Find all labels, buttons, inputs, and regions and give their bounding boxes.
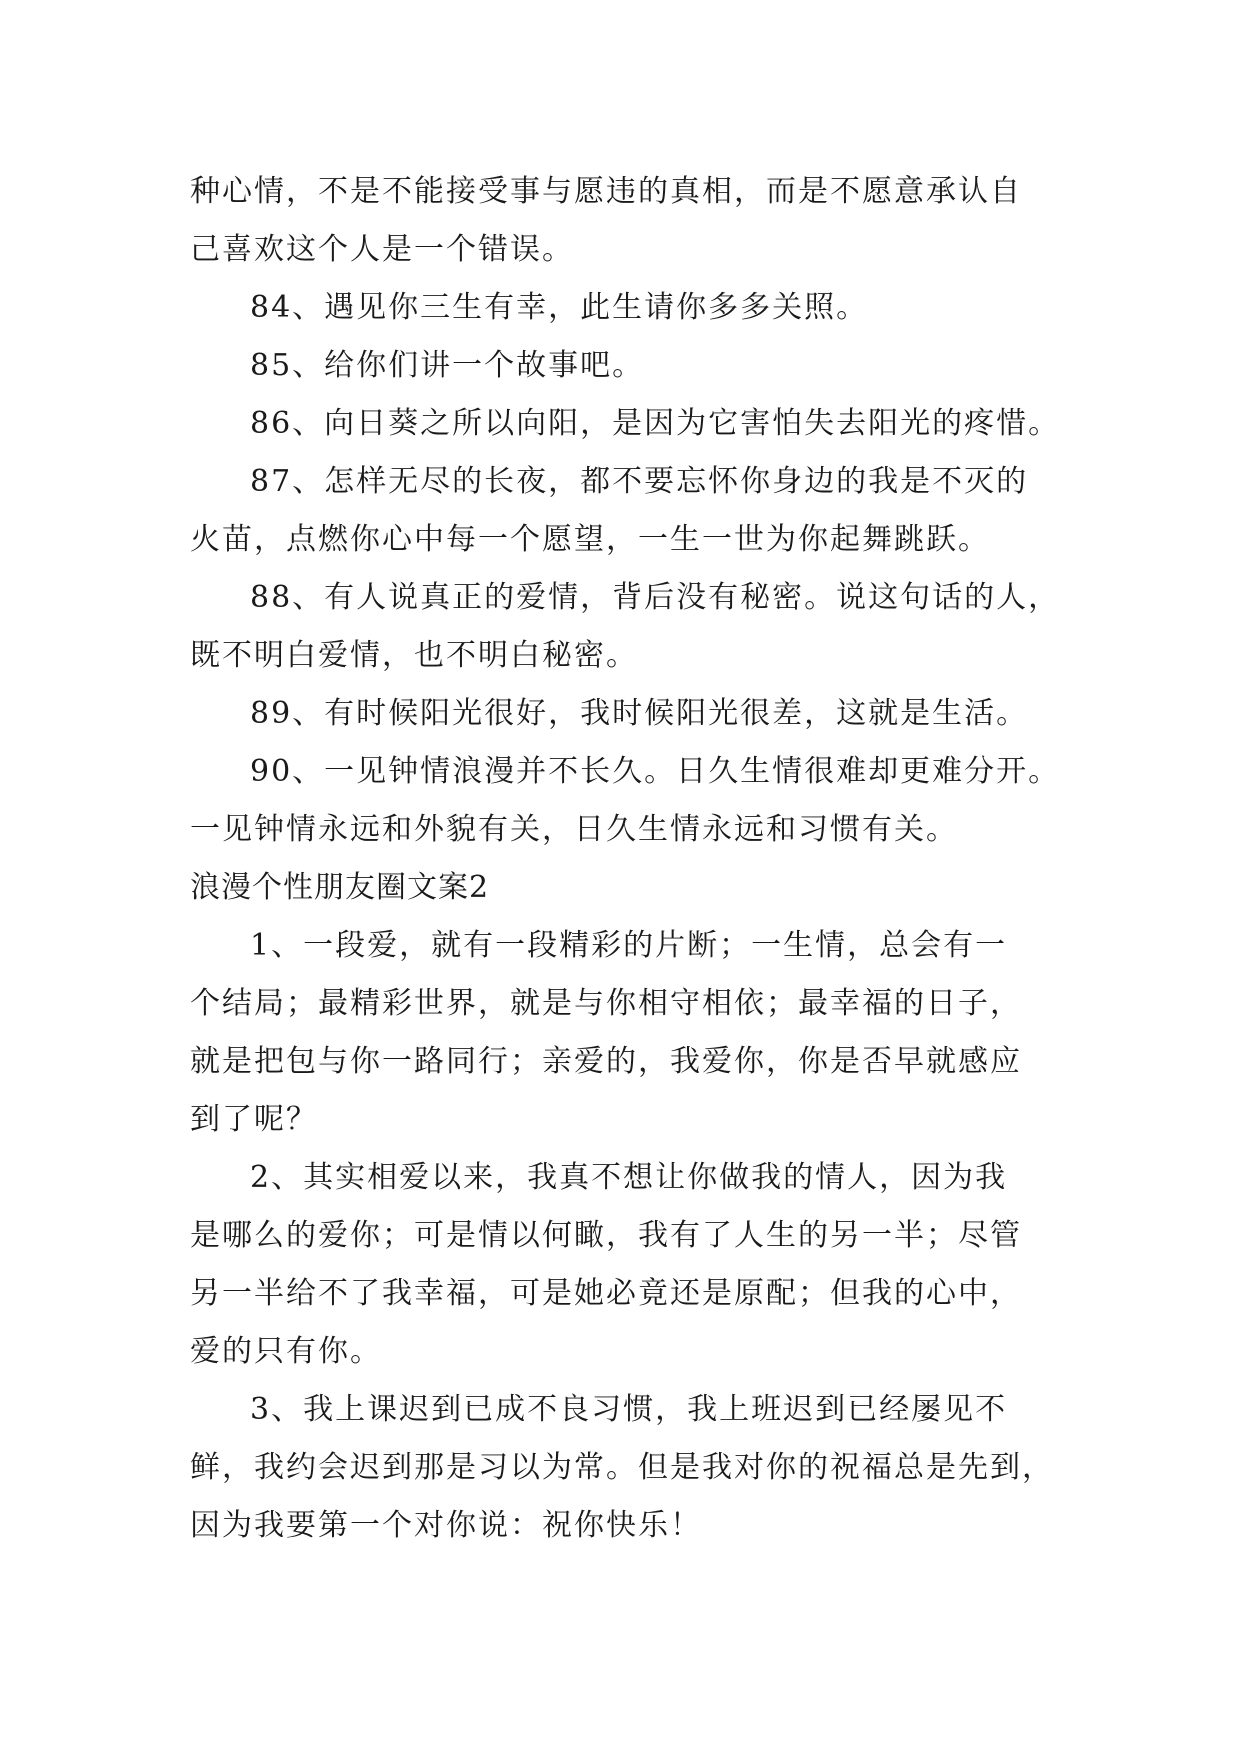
text-line: 己喜欢这个人是一个错误。 — [190, 232, 574, 267]
list-item-90: 90、一见钟情浪漫并不长久。日久生情很难却更难分开。 — [250, 754, 1061, 789]
text-line: 就是把包与你一路同行；亲爱的，我爱你，你是否早就感应 — [190, 1044, 1022, 1079]
text-line: 既不明白爱情，也不明白秘密。 — [190, 638, 638, 673]
text-line: 一见钟情永远和外貌有关，日久生情永远和习惯有关。 — [190, 812, 958, 847]
text-line: 个结局；最精彩世界，就是与你相守相依；最幸福的日子， — [190, 986, 1022, 1021]
list-item-89: 89、有时候阳光很好，我时候阳光很差，这就是生活。 — [250, 696, 1029, 731]
text-line: 种心情，不是不能接受事与愿违的真相，而是不愿意承认自 — [190, 174, 1022, 209]
section-heading: 浪漫个性朋友圈文案2 — [190, 870, 490, 905]
list-item-2: 2、其实相爱以来，我真不想让你做我的情人，因为我 — [250, 1160, 1008, 1195]
list-item-85: 85、给你们讲一个故事吧。 — [250, 348, 645, 383]
list-item-3: 3、我上课迟到已成不良习惯，我上班迟到已经屡见不 — [250, 1392, 1008, 1427]
list-item-87: 87、怎样无尽的长夜，都不要忘怀你身边的我是不灭的 — [250, 464, 1029, 499]
text-line: 火苗，点燃你心中每一个愿望，一生一世为你起舞跳跃。 — [190, 522, 990, 557]
list-item-88: 88、有人说真正的爱情，背后没有秘密。说这句话的人， — [250, 580, 1061, 615]
list-item-84: 84、遇见你三生有幸，此生请你多多关照。 — [250, 290, 869, 325]
text-line: 鲜，我约会迟到那是习以为常。但是我对你的祝福总是先到， — [190, 1450, 1054, 1485]
text-line: 因为我要第一个对你说：祝你快乐！ — [190, 1508, 702, 1543]
document-body — [190, 163, 1070, 1555]
text-line: 另一半给不了我幸福，可是她必竟还是原配；但我的心中， — [190, 1276, 1022, 1311]
list-item-86: 86、向日葵之所以向阳，是因为它害怕失去阳光的疼惜。 — [250, 406, 1061, 441]
list-item-1: 1、一段爱，就有一段精彩的片断；一生情，总会有一 — [250, 928, 1008, 963]
text-line: 爱的只有你。 — [190, 1334, 382, 1369]
text-line: 到了呢？ — [190, 1102, 318, 1137]
text-line: 是哪么的爱你；可是情以何瞰，我有了人生的另一半；尽管 — [190, 1218, 1022, 1253]
